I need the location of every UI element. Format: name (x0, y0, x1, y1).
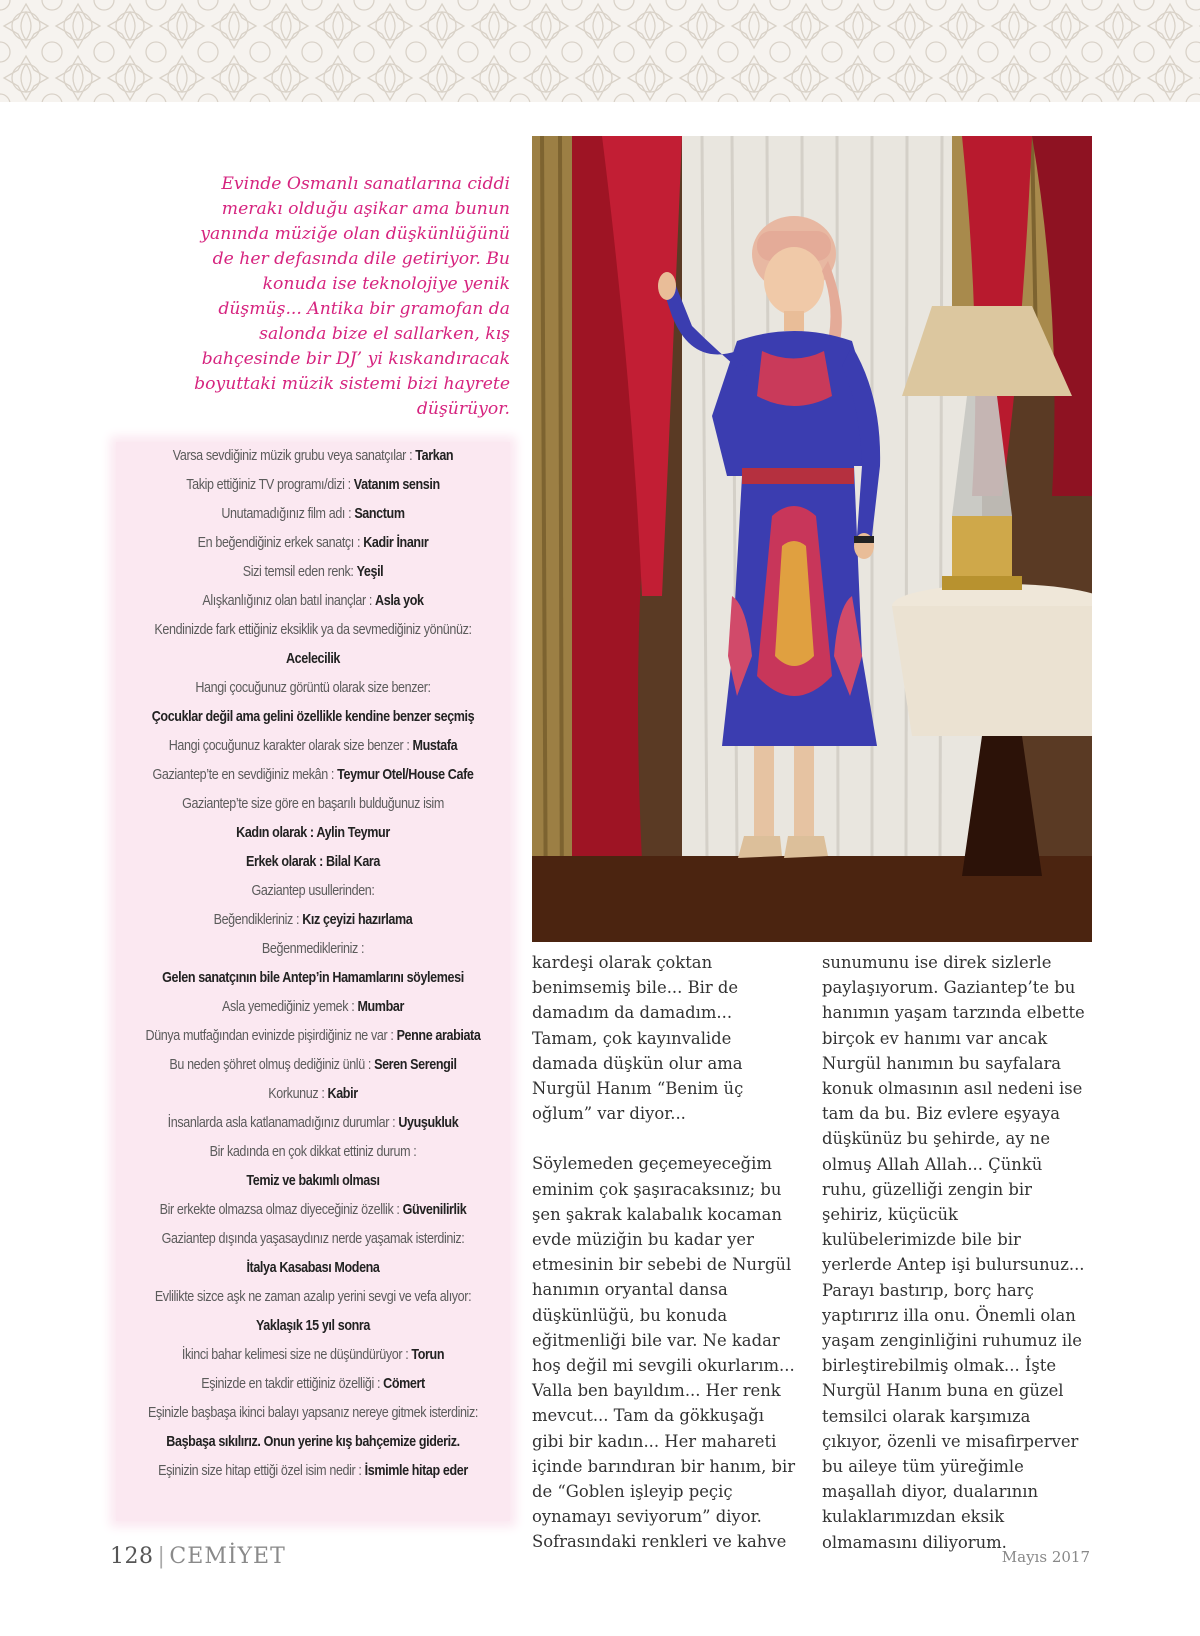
qa-answer: Kabir (327, 1086, 358, 1102)
qa-line (144, 935, 483, 964)
qa-line (144, 500, 483, 529)
qa-line (144, 529, 483, 558)
qa-line (144, 1283, 483, 1312)
qa-answer: Çocuklar değil ama gelini özellikle kendine benzer seçmiş (151, 709, 475, 725)
qa-line (144, 1254, 483, 1283)
qa-line (144, 1109, 483, 1138)
qa-answer: Yaklaşık 15 yıl sonra (255, 1318, 370, 1334)
qa-question: Gaziantep dışında yaşasaydınız nerde yaşamak isterdiniz: (161, 1231, 465, 1247)
qa-question: Bir kadında en çok dikkat ettiniz durum : (209, 1144, 417, 1160)
qa-answer: Temiz ve bakımlı olması (246, 1173, 380, 1189)
qa-question: Hangi çocuğunuz görüntü olarak size benzer: (195, 680, 431, 696)
qa-question: Dünya mutfağından evinizde pişirdiğiniz ne var : (145, 1028, 397, 1044)
qa-question: Eşinizle başbaşa ikinci balayı yapsanız nereye gitmek isterdiniz: (148, 1405, 478, 1421)
qa-line (144, 616, 483, 645)
qa-answer: Güvenilirlik (402, 1202, 467, 1218)
qa-line (144, 906, 483, 935)
qa-question: Bu neden şöhret olmuş dediğiniz ünlü : (169, 1057, 375, 1073)
qa-answer: Sanctum (354, 506, 405, 522)
qa-question: Alışkanlığınız olan batıl inançlar : (202, 593, 376, 609)
qa-line (144, 1051, 483, 1080)
qa-line (144, 761, 483, 790)
qa-question: Eşinizde en takdir ettiğiniz özelliği : (201, 1376, 384, 1392)
qa-question: İkinci bahar kelimesi size ne düşündürüyor : (181, 1347, 412, 1363)
qa-question: En beğendiğiniz erkek sanatçı : (197, 535, 364, 551)
qa-line (144, 1399, 483, 1428)
article-paragraph: kardeşi olarak çoktan benimsemiş bile... Bir de damadım da damadım... Tamam, çok kayınvalide damada düşkün olur ama Nurgül Hanım “Benim üç oğlum” var diyor... (532, 953, 744, 1124)
qa-answer: Vatanım sensin (353, 477, 440, 493)
issue-date: Mayıs 2017 (1001, 1548, 1090, 1566)
qa-question: Unutamadığınız film adı : (221, 506, 355, 522)
qa-line (144, 471, 483, 500)
qa-question: İnsanlarda asla katlanamadığınız durumlar : (167, 1115, 399, 1131)
qa-question: Asla yemediğiniz yemek : (222, 999, 358, 1015)
page-footer-left (110, 1544, 286, 1569)
qa-line (144, 877, 483, 906)
article-paragraph: Söylemeden geçemeyeceğim eminim çok şaşıracaksınız; bu şen şakrak kalabalık kocaman evde müziğin bu kadar yer etmesinin bir sebebi de Nurgül hanımın oryantal dansa düşkünlüğü, bu konuda eğitmenliği bile var. Ne kadar hoş değil mi sevgili okurlarım... Valla ben bayıldım... Her renk mevcut... Tam da gökkuşağı gibi bir kadın... Her mahareti içinde barındıran bir hanım, bir de “Goblen işleyip peçiç oynamayı seviyorum” diyor. Sofrasındaki renkleri ve kahve (532, 1154, 796, 1552)
qa-line (144, 1428, 483, 1457)
qa-line (144, 558, 483, 587)
qa-line (144, 674, 483, 703)
qa-line (144, 848, 483, 877)
article-column-1 (532, 950, 800, 1580)
qa-question: Sizi temsil eden renk: (242, 564, 357, 580)
magazine-name: CEMİYET (169, 1544, 286, 1569)
qa-answer: Kadir İnanır (363, 535, 429, 551)
qa-answer: Kadın olarak : Aylin Teymur (236, 825, 390, 841)
qa-line (144, 1022, 483, 1051)
qa-question: Hangi çocuğunuz karakter olarak size benzer : (168, 738, 413, 754)
qa-line (144, 1167, 483, 1196)
qa-question: Gaziantep usullerinden: (251, 883, 375, 899)
qa-question: Takip ettiğiniz TV programı/dizi : (186, 477, 354, 493)
qa-sidebar (116, 442, 510, 1521)
qa-line (144, 645, 483, 674)
qa-line (144, 587, 483, 616)
qa-question: Korkunuz : (268, 1086, 328, 1102)
qa-answer: Teymur Otel/House Cafe (337, 767, 474, 783)
qa-line (144, 993, 483, 1022)
qa-question: Gaziantep’te en sevdiğiniz mekân : (152, 767, 338, 783)
qa-line (144, 1341, 483, 1370)
qa-question: Evlilikte sizce aşk ne zaman azalıp yerini sevgi ve vefa alıyor: (154, 1289, 472, 1305)
qa-answer: Gelen sanatçının bile Antep’in Hamamlarını söylemesi (162, 970, 464, 986)
qa-answer: Seren Serengil (374, 1057, 457, 1073)
qa-question: Varsa sevdiğiniz müzik grubu veya sanatçılar : (172, 448, 416, 464)
qa-answer: Yeşil (356, 564, 384, 580)
qa-answer: Başbaşa sıkılırız. Onun yerine kış bahçemize gideriz. (166, 1434, 460, 1450)
qa-answer: Asla yok (375, 593, 424, 609)
page-number: 128 (110, 1544, 154, 1569)
footer-separator: | (157, 1544, 166, 1569)
pull-quote: Evinde Osmanlı sanatlarına ciddi merakı olduğu aşikar ama bunun yanında müziğe olan düşkünlüğünü de her defasında dile getiriyor. Bu konuda ise teknolojiye yenik düşmüş... Antika bir gramofan da salonda bize el sallarken, kış bahçesinde bir DJ’ yi kıskandıracak boyuttaki müzik sistemi bizi hayrete düşürüyor. (194, 174, 510, 419)
qa-question: Beğendikleriniz : (213, 912, 303, 928)
qa-answer: Acelecilik (285, 651, 341, 667)
header-pattern-band (0, 0, 1200, 102)
qa-line (144, 1312, 483, 1341)
article-column-2 (822, 950, 1090, 1580)
qa-answer: İtalya Kasabası Modena (246, 1260, 380, 1276)
qa-answer: Penne arabiata (396, 1028, 481, 1044)
qa-line (144, 1138, 483, 1167)
qa-question: Kendinizde fark ettiğiniz eksiklik ya da sevmediğiniz yönünüz: (154, 622, 472, 638)
qa-question: Beğenmedikleriniz : (261, 941, 365, 957)
portrait-photo (532, 136, 1092, 942)
qa-line (144, 1370, 483, 1399)
article-paragraph: sunumunu ise direk sizlerle paylaşıyorum. Gaziantep’te bu hanımın yaşam tarzında elbette birçok ev hanımı var ancak Nurgül hanımın bu sayfalara konuk olmasının asıl nedeni ise tam da bu. Biz evlere eşyaya düşkünüz bu şehirde, ay ne olmuş Allah Allah... Çünkü ruhu, güzelliği zengin bir şehiriz, küçücük kulübelerimizde bile bir yerlerde Antep işi bulursunuz... Parayı bastırıp, borç harç yaptırırız illa onu. Önemli olan yaşam zenginliğini ruhumuz ile birleştirebilmiş olmak... İşte Nurgül Hanım buna en güzel temsilci olarak karşımıza çıkıyor, özenli ve misafirperver bu aileye tüm yüreğimle maşallah diyor, dualarının kulaklarımızdan eksik olmamasını diliyorum. (822, 953, 1085, 1552)
qa-line (144, 1225, 483, 1254)
qa-line (144, 1080, 483, 1109)
qa-answer: Mustafa (412, 738, 458, 754)
qa-answer: Kız çeyizi hazırlama (302, 912, 413, 928)
qa-line (144, 964, 483, 993)
qa-question: Eşinizin size hitap ettiği özel isim nedir : (158, 1463, 365, 1479)
qa-answer: Uyuşukluk (398, 1115, 459, 1131)
qa-answer: Tarkan (415, 448, 454, 464)
qa-line (144, 819, 483, 848)
qa-line (144, 1457, 483, 1486)
qa-line (144, 732, 483, 761)
qa-answer: Torun (411, 1347, 445, 1363)
qa-answer: Erkek olarak : Bilal Kara (245, 854, 381, 870)
qa-answer: Cömert (383, 1376, 425, 1392)
qa-question: Bir erkekte olmazsa olmaz diyeceğiniz özellik : (159, 1202, 403, 1218)
qa-line (144, 442, 483, 471)
qa-answer: İsmimle hitap eder (364, 1463, 468, 1479)
qa-answer: Mumbar (357, 999, 404, 1015)
qa-question: Gaziantep’te size göre en başarılı bulduğunuz isim (182, 796, 444, 812)
qa-line (144, 1196, 483, 1225)
qa-line (144, 790, 483, 819)
qa-line (144, 703, 483, 732)
